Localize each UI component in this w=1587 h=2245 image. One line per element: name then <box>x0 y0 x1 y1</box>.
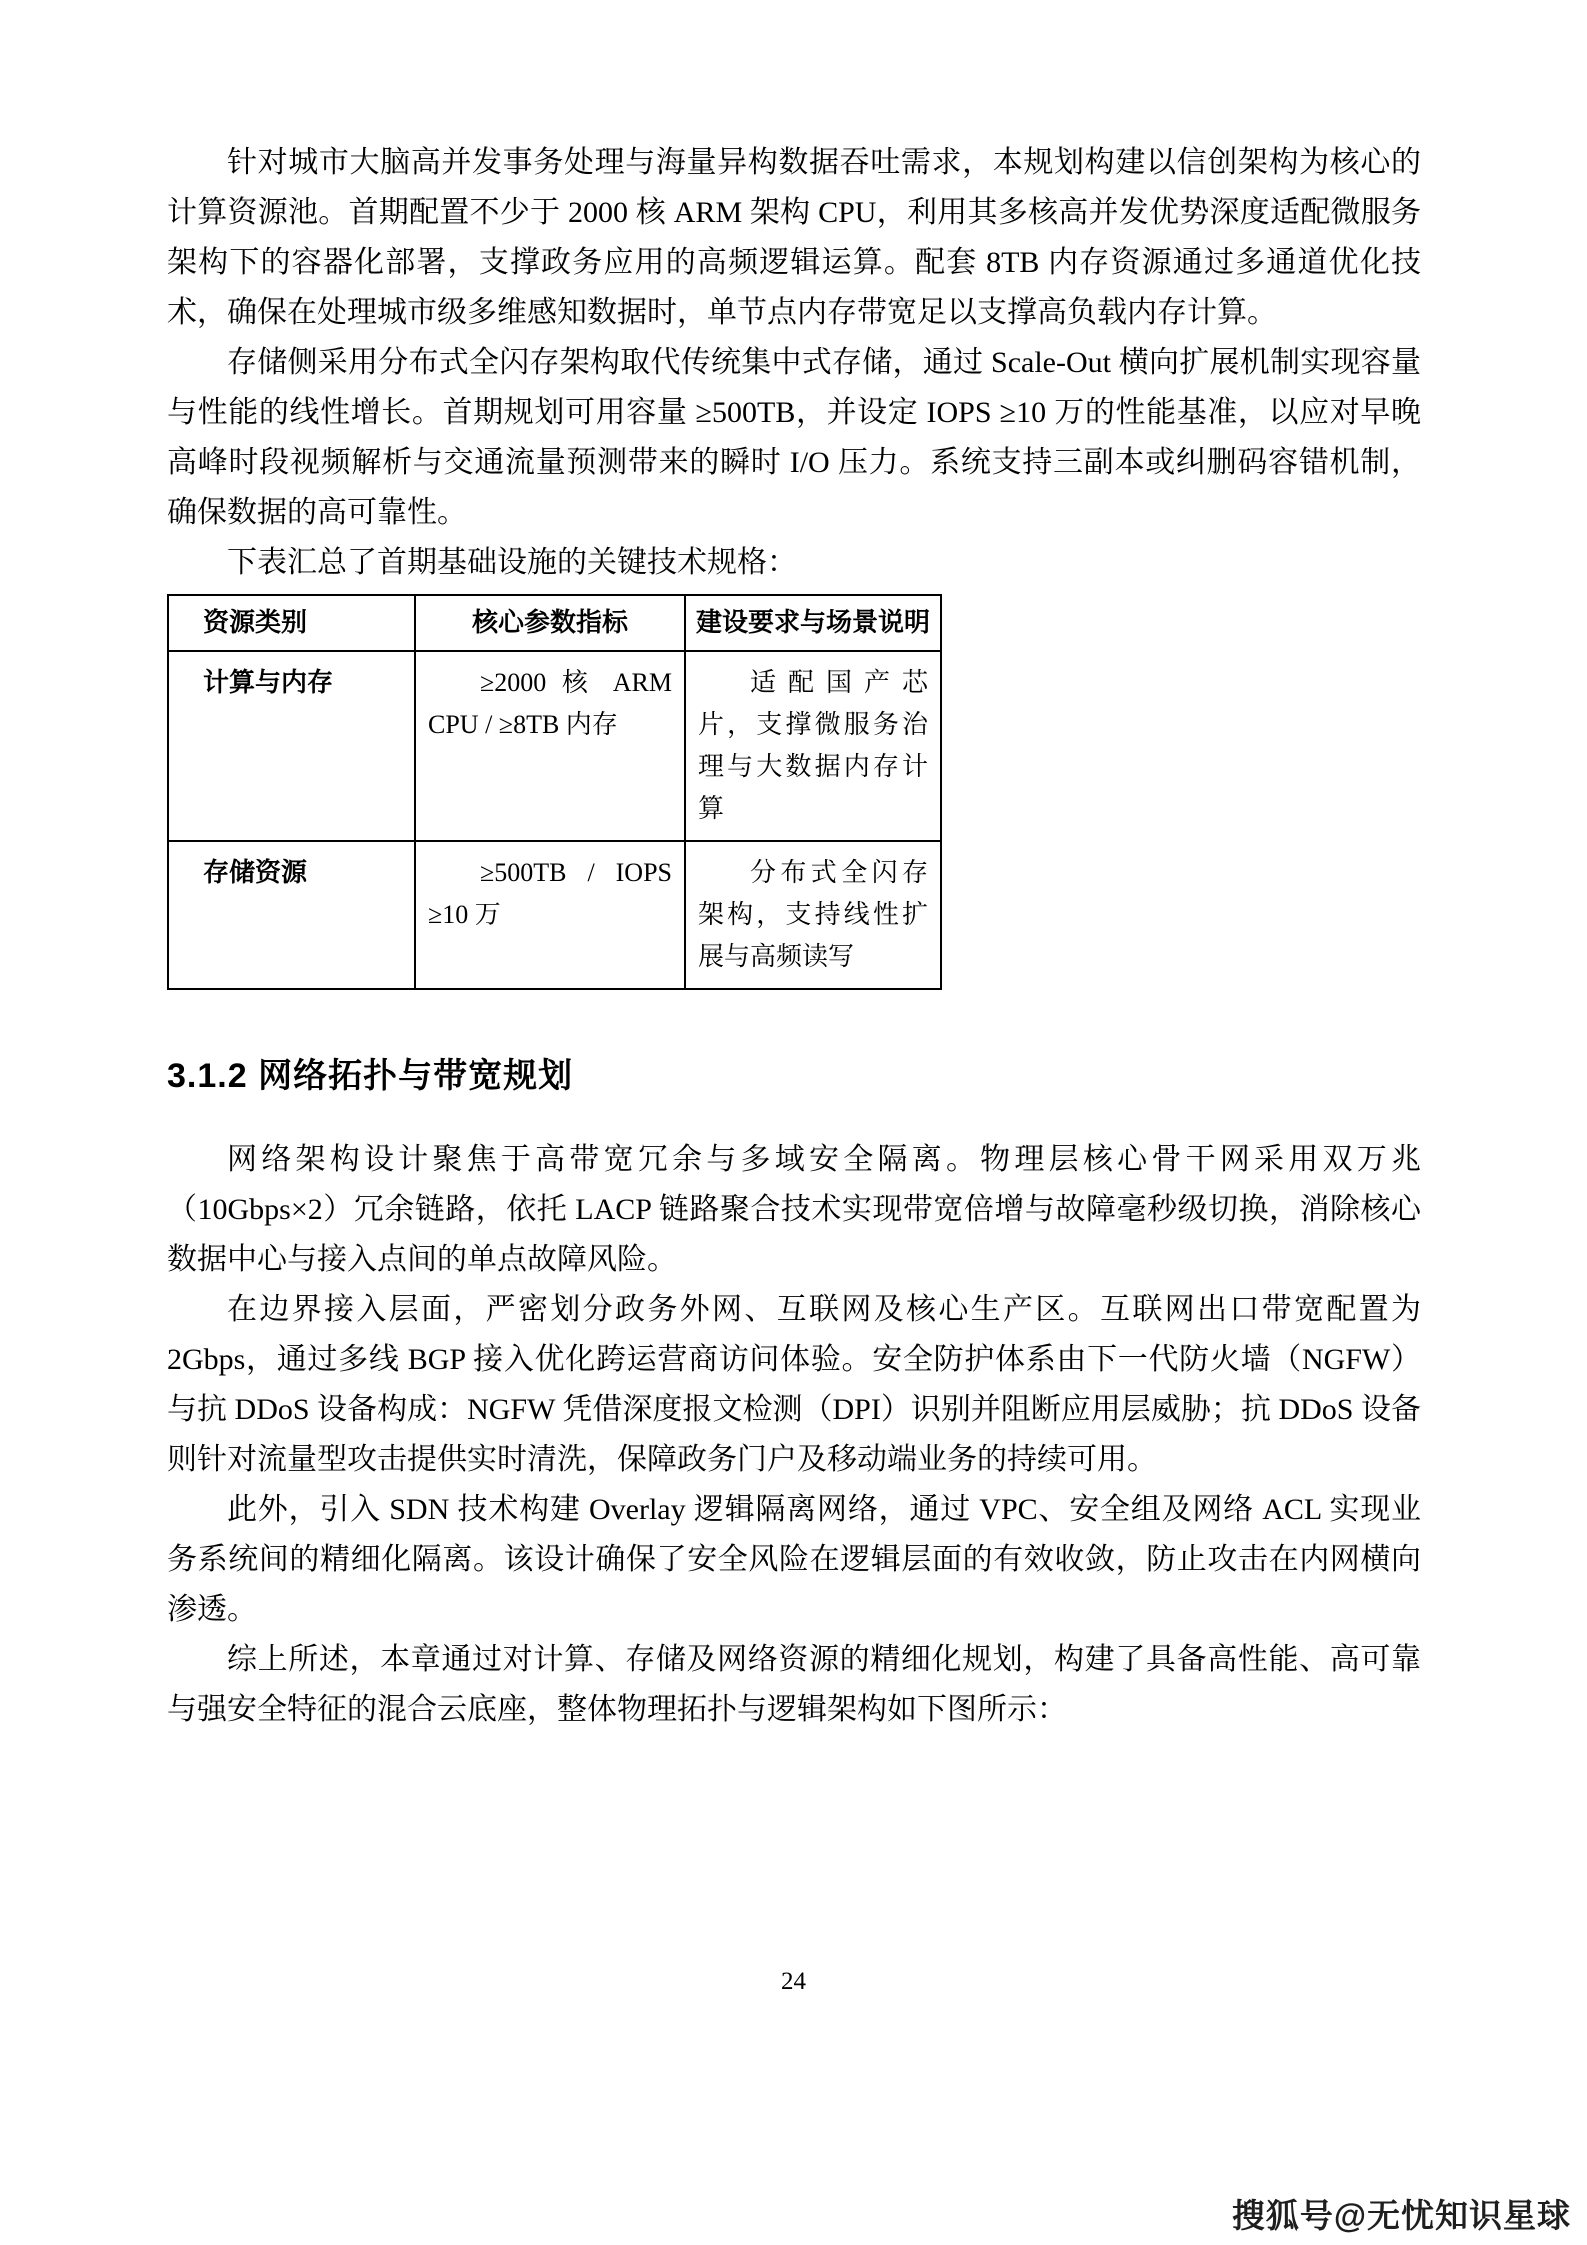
table-header-core-params: 核心参数指标 <box>415 595 685 651</box>
paragraph-compute-pool: 针对城市大脑高并发事务处理与海量异构数据吞吐需求，本规划构建以信创架构为核心的计算资源池。首期配置不少于 2000 核 ARM 架构 CPU，利用其多核高并发优势深度适配微服务架构下的容器化部署，支撑政务应用的高频逻辑运算。配套 8TB 内存资源通过多通道优化技术，确保在处理城市级多维感知数据时，单节点内存带宽足以支撑高负载内存计算。 <box>167 146 1421 329</box>
infrastructure-specs-table <box>167 594 942 990</box>
section-heading-network-topology: 3.1.2 网络拓扑与带宽规划 <box>167 1057 574 1095</box>
table-row-storage <box>168 841 941 989</box>
table-cell-description: 适配国产芯片，支撑微服务治理与大数据内存计算 <box>685 651 941 841</box>
table-header-resource-category: 资源类别 <box>168 595 415 651</box>
paragraph-sdn-overlay: 此外，引入 SDN 技术构建 Overlay 逻辑隔离网络，通过 VPC、安全组及网络 ACL 实现业务系统间的精细化隔离。该设计确保了安全风险在逻辑层面的有效收敛，防止攻击在内网横向渗透。 <box>167 1493 1421 1626</box>
table-cell-category: 计算与内存 <box>168 651 415 841</box>
table-header-requirements: 建设要求与场景说明 <box>685 595 941 651</box>
watermark-text: 搜狐号@无忧知识星球 <box>1231 2197 1571 2234</box>
document-content <box>167 138 1421 1735</box>
table-cell-specs: ≥500TB / IOPS ≥10 万 <box>415 841 685 989</box>
table-header-row <box>168 595 941 651</box>
table-cell-description: 分布式全闪存架构，支持线性扩展与高频读写 <box>685 841 941 989</box>
paragraph-network-arch: 网络架构设计聚焦于高带宽冗余与多域安全隔离。物理层核心骨干网采用双万兆（10Gbps×2）冗余链路，依托 LACP 链路聚合技术实现带宽倍增与故障毫秒级切换，消除核心数据中心与接入点间的单点故障风险。 <box>167 1143 1421 1276</box>
table-row-compute-memory <box>168 651 941 841</box>
page-number: 24 <box>781 1968 806 1995</box>
table-cell-specs: ≥2000 核 ARM CPU / ≥8TB 内存 <box>415 651 685 841</box>
table-cell-category: 存储资源 <box>168 841 415 989</box>
paragraph-storage-arch: 存储侧采用分布式全闪存架构取代传统集中式存储，通过 Scale-Out 横向扩展机制实现容量与性能的线性增长。首期规划可用容量 ≥500TB，并设定 IOPS ≥10 万的性能基准，以应对早晚高峰时段视频解析与交通流量预测带来的瞬时 I/O 压力。系统支持三副本或纠删码容错机制，确保数据的高可靠性。 <box>167 346 1421 529</box>
paragraph-chapter-summary: 综上所述，本章通过对计算、存储及网络资源的精细化规划，构建了具备高性能、高可靠与强安全特征的混合云底座，整体物理拓扑与逻辑架构如下图所示： <box>167 1643 1421 1726</box>
paragraph-boundary-security: 在边界接入层面，严密划分政务外网、互联网及核心生产区。互联网出口带宽配置为 2Gbps，通过多线 BGP 接入优化跨运营商访问体验。安全防护体系由下一代防火墙（NGFW）与抗 DDoS 设备构成：NGFW 凭借深度报文检测（DPI）识别并阻断应用层威胁；抗 DDoS 设备则针对流量型攻击提供实时清洗，保障政务门户及移动端业务的持续可用。 <box>167 1293 1421 1476</box>
table-intro-text: 下表汇总了首期基础设施的关键技术规格： <box>227 546 797 579</box>
